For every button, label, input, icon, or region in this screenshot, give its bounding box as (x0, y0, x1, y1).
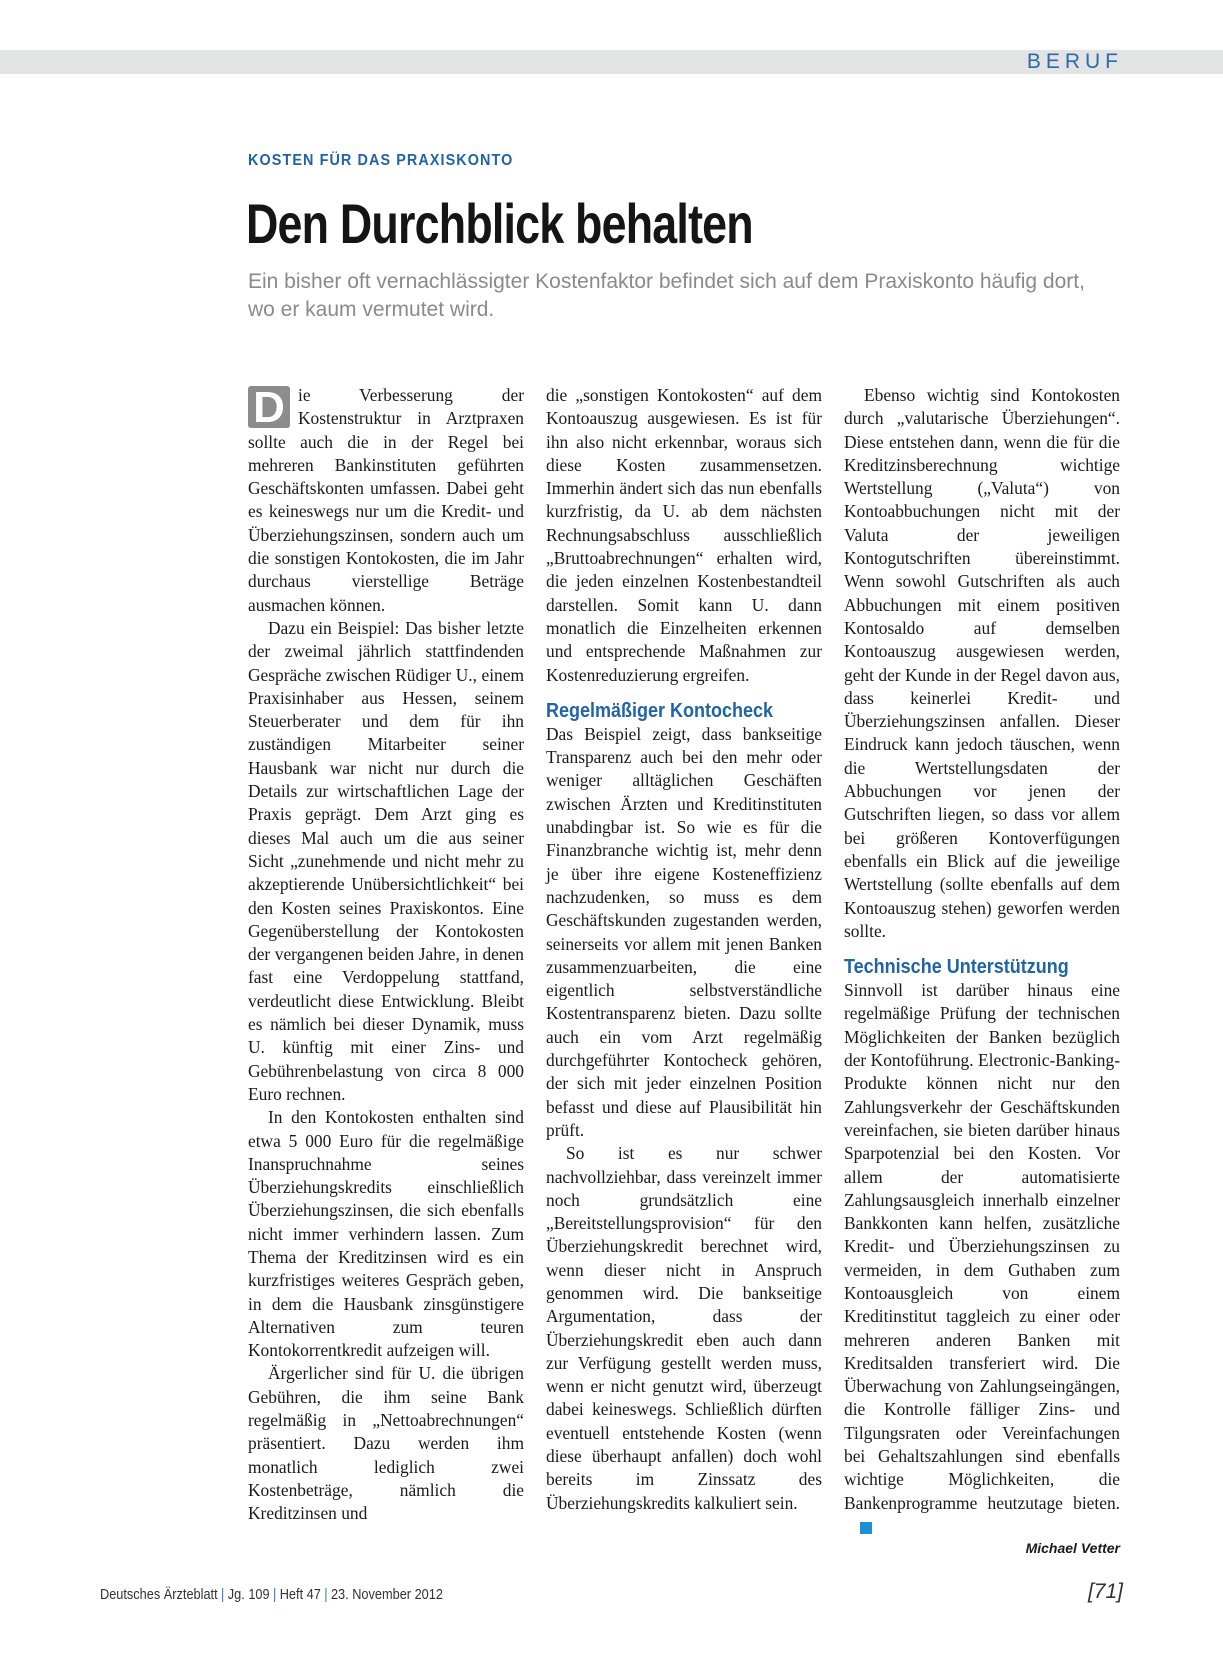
journal-name: Deutsches Ärzteblatt (100, 1586, 218, 1603)
article-column-1 (248, 384, 524, 1526)
issue-date: 23. November 2012 (330, 1586, 443, 1603)
page-footer (100, 1586, 443, 1603)
author-byline: Michael Vetter (1025, 1540, 1120, 1557)
paragraph (248, 384, 524, 617)
issue: Heft 47 (279, 1586, 321, 1603)
section-label: BERUF (1026, 50, 1123, 73)
subheading: Technische Unterstützung (844, 956, 1069, 979)
article-title: Den Durchblick behalten (246, 192, 753, 255)
paragraph-text: Sinnvoll ist darüber hinaus eine regelmäßige Prüfung der technischen Möglichkeiten der Banken bezüglich der Kontoführung. Electronic-Banking-Produkte können nicht nur den Zahlungsverkehr der Geschäftskunden vereinfachen, sie bieten darüber hinaus Sparpotenzial bei den Kosten. Vor allem der automatisierte Zahlungsausgleich innerhalb einzelner Bankkonten kann helfen, zusätzliche Kredit- und Überziehungszinsen zu vermeiden, in dem Guthaben zum Kontoausgleich von einem Kreditinstitut taggleich zu einer oder mehreren anderen Banken mit Kreditsalden transferiert wird. Die Überwachung von Zahlungseingängen, die Kontrolle fälliger Zins- und Tilgungsraten oder Vereinfachungen bei Gehaltszahlungen sind ebenfalls wichtige Möglichkeiten, die Bankenprogramme heutzutage bieten. (844, 980, 1120, 1513)
paragraph-text: ie Verbesserung der Kostenstruktur in Arztpraxen sollte auch die in der Regel bei mehreren Bankinstituten geführten Geschäftskonten umfassen. Dabei geht es keineswegs nur um die Kredit- und Überziehungszinsen, sondern auch um die sonstigen Kontokosten, die im Jahr durchaus vierstellige Beträge ausmachen können. (248, 385, 524, 615)
separator: | (324, 1586, 328, 1603)
volume: Jg. 109 (227, 1586, 270, 1603)
article-kicker: KOSTEN FÜR DAS PRAXISKONTO (248, 152, 514, 169)
paragraph: So ist es nur schwer nachvollziehbar, dass vereinzelt immer noch grundsätzlich eine „Bereitstellungsprovision“ für den Überziehungskredit berechnet wird, wenn dieser nicht in Anspruch genommen wird. Die bankseitige Argumentation, dass der Überziehungskredit eben auch dann zur Verfügung gestellt werden muss, wenn er nicht genutzt wird, überzeugt dabei keineswegs. Schließlich dürften eventuell entstehende Kosten (wenn diese überhaupt anfallen) doch wohl bereits im Zinssatz des Überziehungskredits kalkuliert sein. (546, 1143, 822, 1513)
article-column-2 (546, 384, 822, 1515)
page-number: [71] (1087, 1580, 1123, 1603)
paragraph: Das Beispiel zeigt, dass bankseitige Transparenz auch bei den mehr oder weniger alltäglichen Geschäften zwischen Ärzten und Kreditinstituten unabdingbar ist. So wie es für die Finanzbranche wichtig ist, mehr denn je über ihre eigene Kosteneffizienz nachzudenken, so muss es dem Geschäftskunden zugestanden werden, seinerseits vor allem mit jenen Banken zusammenzuarbeiten, die eine eigentlich selbstverständliche Kostentransparenz bieten. Dazu sollte auch ein vom Arzt regelmäßig durchgeführter Kontocheck gehören, der sich mit jeder einzelnen Position befasst und diese auf Plausibilität hin prüft. (546, 723, 822, 1140)
end-mark-icon (860, 1522, 872, 1534)
paragraph (844, 979, 1120, 1538)
paragraph: Ebenso wichtig sind Kontokosten durch „valutarische Überziehungen“. Diese entstehen dann, wenn die für die Kreditzinsberechnung wichtige Wertstellung („Valuta“) von Kontoabbuchungen nicht mit der Valuta der jeweiligen Kontogutschriften übereinstimmt. Wenn sowohl Gutschriften als auch Abbuchungen mit einem positiven Kontosaldo auf demselben Kontoauszug ausgewiesen werden, geht der Kunde in der Regel davon aus, dass keinerlei Kredit- und Überziehungszinsen anfallen. Dieser Eindruck kann jedoch täuschen, wenn die Wertstellungsdaten der Abbuchungen vor jenen der Gutschriften liegen, so dass vor allem bei größeren Kontoverfügungen ebenfalls ein Blick auf die jeweilige Wertstellung (sollte ebenfalls auf dem Kontoauszug stehen) geworfen werden sollte. (844, 385, 1120, 941)
article-column-3 (844, 384, 1120, 1556)
paragraph: In den Kontokosten enthalten sind etwa 5 000 Euro für die regelmäßige Inanspruchnahme seines Überziehungskredits einschließlich Überziehungszinsen, die sich ebenfalls nicht immer verhindern lassen. Zum Thema der Kreditzinsen wird es ein kurzfristiges weiteres Gespräch geben, in dem die Hausbank zinsgünstigere Alternativen zum teuren Kontokorrentkredit aufzeigen will. (248, 1107, 524, 1361)
article-standfirst: Ein bisher oft vernachlässigter Kostenfaktor befindet sich auf dem Praxiskonto häufig dort, wo er kaum vermutet wird. (248, 270, 1085, 321)
separator: | (273, 1586, 277, 1603)
drop-cap: D (248, 386, 290, 428)
paragraph: die „sonstigen Kontokosten“ auf dem Kontoauszug ausgewiesen. Es ist für ihn also nicht erkennbar, woraus sich diese Kosten zusammensetzen. Immerhin ändert sich das nun ebenfalls kurzfristig, da U. ab dem nächsten Rechnungsabschluss ausschließlich „Bruttoabrechnungen“ erhalten wird, die jeden einzelnen Kostenbestandteil darstellen. Somit kann U. dann monatlich die Einzelheiten erkennen und entsprechende Maßnahmen zur Kostenreduzierung ergreifen. (546, 385, 822, 685)
paragraph: Ärgerlicher sind für U. die übrigen Gebühren, die ihm seine Bank regelmäßig in „Nettoabrechnungen“ präsentiert. Dazu werden ihm monatlich lediglich zwei Kostenbeträge, nämlich die Kreditzinsen und (248, 1363, 524, 1524)
separator: | (221, 1586, 225, 1603)
subheading: Regelmäßiger Kontocheck (546, 699, 774, 722)
paragraph: Dazu ein Beispiel: Das bisher letzte der zweimal jährlich stattfindenden Gespräche zwischen Rüdiger U., einem Praxisinhaber aus Hessen, seinem Steuerberater und dem für ihn zuständigen Mitarbeiter seiner Hausbank war nicht nur durch die Details zur wirtschaftlichen Lage der Praxis geprägt. Dem Arzt ging es dieses Mal auch um die aus seiner Sicht „zunehmende und nicht mehr zu akzeptierende Unübersichtlichkeit“ bei den Kosten seines Praxiskontos. Eine Gegenüberstellung der Kontokosten der vergangenen beiden Jahre, in denen fast eine Verdoppelung stattfand, verdeutlicht diese Entwicklung. Bleibt es nämlich bei dieser Dynamik, muss U. künftig mit einer Zins- und Gebührenbelastung von circa 8 000 Euro rechnen. (248, 617, 524, 1104)
